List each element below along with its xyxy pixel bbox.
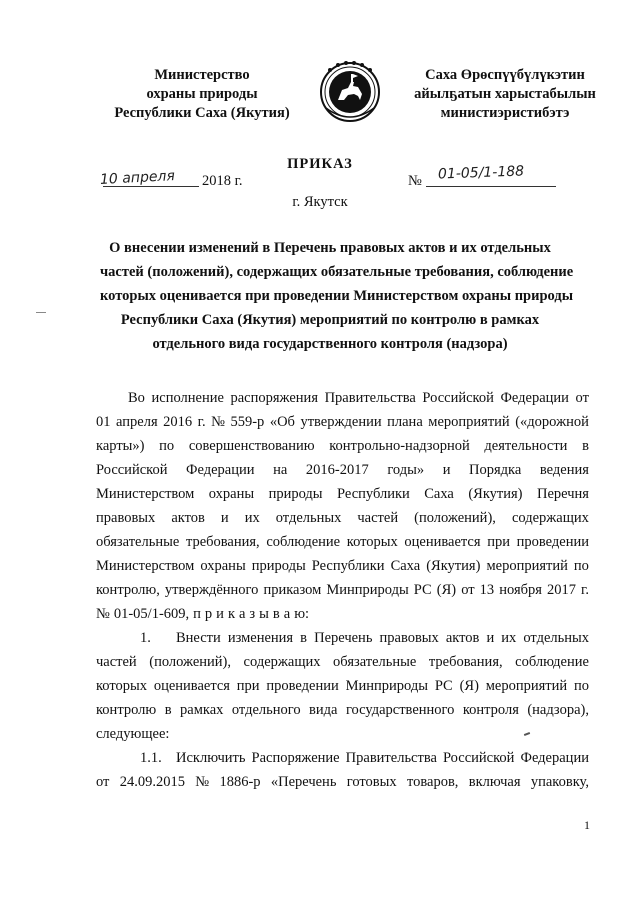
body-line bbox=[96, 482, 589, 506]
word: соблюдение bbox=[515, 654, 589, 670]
city: г. Якутск bbox=[292, 194, 348, 210]
word: годы» bbox=[387, 462, 425, 478]
word: (положений), bbox=[414, 510, 496, 526]
word: изменения bbox=[227, 630, 294, 646]
word: 559-р bbox=[230, 414, 265, 430]
word: товаров, bbox=[406, 774, 459, 790]
word: и bbox=[442, 462, 451, 478]
word: Федерации bbox=[500, 390, 569, 406]
word: которых bbox=[346, 534, 398, 550]
word: 01-05/1-609, bbox=[113, 606, 190, 622]
header-right-line: айылҕатын харыстабылын bbox=[414, 86, 596, 102]
date-year: 2018 г. bbox=[202, 173, 243, 189]
word: (Якутия) bbox=[426, 558, 481, 574]
handwritten-date: 10 апреля bbox=[99, 168, 176, 188]
word: в bbox=[272, 606, 280, 622]
body-line bbox=[96, 626, 589, 650]
word: 24.09.2015 bbox=[119, 774, 185, 790]
word: совершенствованию bbox=[188, 438, 315, 454]
document-type: ПРИКАЗ bbox=[287, 156, 353, 172]
word: Перечня bbox=[536, 486, 589, 502]
word: плана bbox=[387, 414, 423, 430]
scan-speck bbox=[36, 312, 46, 313]
word: Во bbox=[128, 390, 145, 406]
word: контрольно-надзорной bbox=[329, 438, 470, 454]
word: приказом bbox=[263, 582, 322, 598]
word: в bbox=[300, 630, 308, 646]
word: РС bbox=[434, 678, 453, 694]
word: (Я) bbox=[436, 582, 457, 598]
body-line bbox=[96, 458, 589, 482]
body-line bbox=[96, 770, 589, 794]
word: р bbox=[204, 606, 213, 622]
word: г. bbox=[197, 414, 206, 430]
word: контролю bbox=[96, 702, 157, 718]
word: Федерации bbox=[520, 750, 589, 766]
word: от bbox=[96, 774, 110, 790]
word: отдельных bbox=[523, 630, 589, 646]
word: (Якутия) bbox=[468, 486, 523, 502]
word: следующее: bbox=[96, 726, 170, 742]
word: упаковку, bbox=[530, 774, 589, 790]
word: обязательные bbox=[96, 534, 180, 550]
word: природы bbox=[251, 558, 306, 574]
order-body bbox=[96, 386, 589, 794]
word: рамках bbox=[180, 702, 224, 718]
word: требования, bbox=[428, 654, 503, 670]
word: при bbox=[487, 534, 510, 550]
body-line bbox=[96, 506, 589, 530]
handwritten-number: 01-05/1-188 bbox=[437, 163, 525, 183]
word: ноября bbox=[499, 582, 542, 598]
body-line bbox=[96, 530, 589, 554]
word: государственного bbox=[345, 702, 455, 718]
word: Республики bbox=[337, 486, 410, 502]
word: частей bbox=[96, 654, 137, 670]
body-line bbox=[96, 578, 589, 602]
word: 13 bbox=[479, 582, 495, 598]
word: проведении bbox=[266, 678, 339, 694]
word: правовых bbox=[379, 630, 439, 646]
word: оценивается bbox=[404, 534, 481, 550]
title-line: которых оценивается при проведении Министерством охраны природы bbox=[100, 288, 574, 304]
word: 2017 bbox=[546, 582, 576, 598]
word: требования, bbox=[185, 534, 260, 550]
word: Распоряжение bbox=[251, 750, 340, 766]
word: п bbox=[193, 606, 201, 622]
word: содержащих bbox=[511, 510, 589, 526]
word: Министерством bbox=[96, 486, 195, 502]
title-line: отдельного вида государственного контроля (надзора) bbox=[152, 336, 508, 352]
word: от bbox=[575, 390, 589, 406]
page-number: 1 bbox=[584, 818, 590, 832]
word: которых bbox=[96, 678, 148, 694]
body-line bbox=[96, 674, 589, 698]
order-title bbox=[100, 236, 574, 356]
word: по bbox=[573, 558, 589, 574]
word: распоряжения bbox=[230, 390, 318, 406]
word: (Я) bbox=[459, 678, 479, 694]
word: природы bbox=[268, 486, 323, 502]
word: Министерством bbox=[96, 558, 195, 574]
header-left-line: Министерство bbox=[154, 67, 250, 83]
word: Правительства bbox=[324, 390, 416, 406]
word: оценивается bbox=[153, 678, 230, 694]
word: Исключить bbox=[176, 750, 246, 766]
body-line bbox=[96, 554, 589, 578]
word: их bbox=[244, 510, 260, 526]
word: в bbox=[582, 438, 589, 454]
word: Саха bbox=[390, 558, 421, 574]
word: Внести bbox=[176, 630, 221, 646]
number-underline bbox=[426, 186, 556, 187]
word: их bbox=[501, 630, 517, 646]
word: контролю, bbox=[96, 582, 160, 598]
body-line bbox=[96, 386, 589, 410]
word: проведении bbox=[516, 534, 589, 550]
body-line bbox=[96, 698, 589, 722]
word: Порядка bbox=[469, 462, 522, 478]
word: правовых bbox=[96, 510, 156, 526]
word: (надзора), bbox=[527, 702, 589, 718]
word: Российской bbox=[442, 750, 515, 766]
word: з bbox=[249, 606, 256, 622]
word: № bbox=[195, 774, 210, 790]
word: Республики bbox=[311, 558, 385, 574]
item-number: 1. bbox=[140, 630, 151, 646]
word: в bbox=[164, 702, 172, 718]
word: Перечень bbox=[314, 630, 373, 646]
word: исполнение bbox=[151, 390, 224, 406]
word: Минприроды bbox=[345, 678, 428, 694]
word: ведения bbox=[539, 462, 589, 478]
body-line bbox=[96, 434, 589, 458]
word: 2016-2017 bbox=[305, 462, 369, 478]
word: на bbox=[273, 462, 288, 478]
word: и bbox=[216, 606, 224, 622]
word: при bbox=[236, 678, 260, 694]
word: ы bbox=[259, 606, 269, 622]
word: Российской bbox=[96, 462, 168, 478]
ministry-name-russian bbox=[92, 66, 312, 123]
ministry-name-yakut bbox=[395, 66, 615, 123]
word: Федерации bbox=[186, 462, 255, 478]
word: 2016 bbox=[163, 414, 193, 430]
word: Российской bbox=[422, 390, 494, 406]
word: 01 bbox=[96, 414, 111, 430]
word: контроля bbox=[462, 702, 519, 718]
word: 1886-р bbox=[219, 774, 261, 790]
body-line bbox=[96, 746, 589, 770]
header-left-line: охраны природы bbox=[146, 86, 258, 102]
word: Минприроды bbox=[326, 582, 409, 598]
header-right-line: министиэристибэтэ bbox=[440, 105, 570, 121]
body-line bbox=[96, 650, 589, 674]
word: а bbox=[238, 606, 246, 622]
word: по bbox=[159, 438, 175, 454]
word: готовых bbox=[346, 774, 397, 790]
body-line bbox=[96, 410, 589, 434]
word: а bbox=[283, 606, 291, 622]
word: ю: bbox=[294, 606, 310, 622]
item-number: 1.1. bbox=[140, 750, 162, 766]
word: включая bbox=[468, 774, 521, 790]
header-left-line: Республики Саха (Якутия) bbox=[114, 105, 290, 121]
title-line: О внесении изменений в Перечень правовых актов и их отдельных bbox=[109, 240, 551, 256]
word: соблюдение bbox=[266, 534, 341, 550]
word: карты») bbox=[96, 438, 145, 454]
word: (положений), bbox=[149, 654, 232, 670]
header-right-line: Саха Өрөспүүбүлүкэтин bbox=[425, 67, 585, 83]
word: и bbox=[486, 630, 495, 646]
date-underline bbox=[103, 186, 199, 187]
word: и bbox=[220, 510, 229, 526]
word: актов bbox=[445, 630, 480, 646]
word: охраны bbox=[200, 558, 246, 574]
title-line: частей (положений), содержащих обязательные требования, соблюдение bbox=[100, 264, 574, 280]
word: утверждении bbox=[300, 414, 382, 430]
title-line: Республики Саха (Якутия) мероприятий по контролю в рамках bbox=[120, 312, 540, 328]
body-line bbox=[96, 602, 589, 626]
word: деятельности bbox=[484, 438, 568, 454]
word: г. bbox=[581, 582, 589, 598]
word: № bbox=[96, 606, 110, 622]
word: РС bbox=[413, 582, 432, 598]
word: актов bbox=[171, 510, 205, 526]
word: мероприятий bbox=[428, 414, 510, 430]
word: содержащих bbox=[243, 654, 321, 670]
word: мероприятий bbox=[485, 678, 568, 694]
word: по bbox=[573, 678, 589, 694]
word: Саха bbox=[424, 486, 454, 502]
word: утверждённого bbox=[164, 582, 259, 598]
word: от bbox=[461, 582, 475, 598]
word: («дорожной bbox=[515, 414, 589, 430]
word: отдельных bbox=[275, 510, 342, 526]
body-line bbox=[96, 722, 589, 746]
word: Правительства bbox=[345, 750, 437, 766]
word: апреля bbox=[116, 414, 158, 430]
word: отдельного bbox=[231, 702, 301, 718]
number-label: № bbox=[408, 173, 422, 189]
word: «Перечень bbox=[270, 774, 337, 790]
sakha-coat-of-arms-icon bbox=[318, 56, 382, 126]
word: частей bbox=[357, 510, 399, 526]
word: вида bbox=[309, 702, 338, 718]
word: охраны bbox=[208, 486, 255, 502]
word: «Об bbox=[269, 414, 295, 430]
word: № bbox=[211, 414, 225, 430]
word: обязательные bbox=[333, 654, 417, 670]
word: мероприятий bbox=[486, 558, 568, 574]
word: к bbox=[227, 606, 235, 622]
